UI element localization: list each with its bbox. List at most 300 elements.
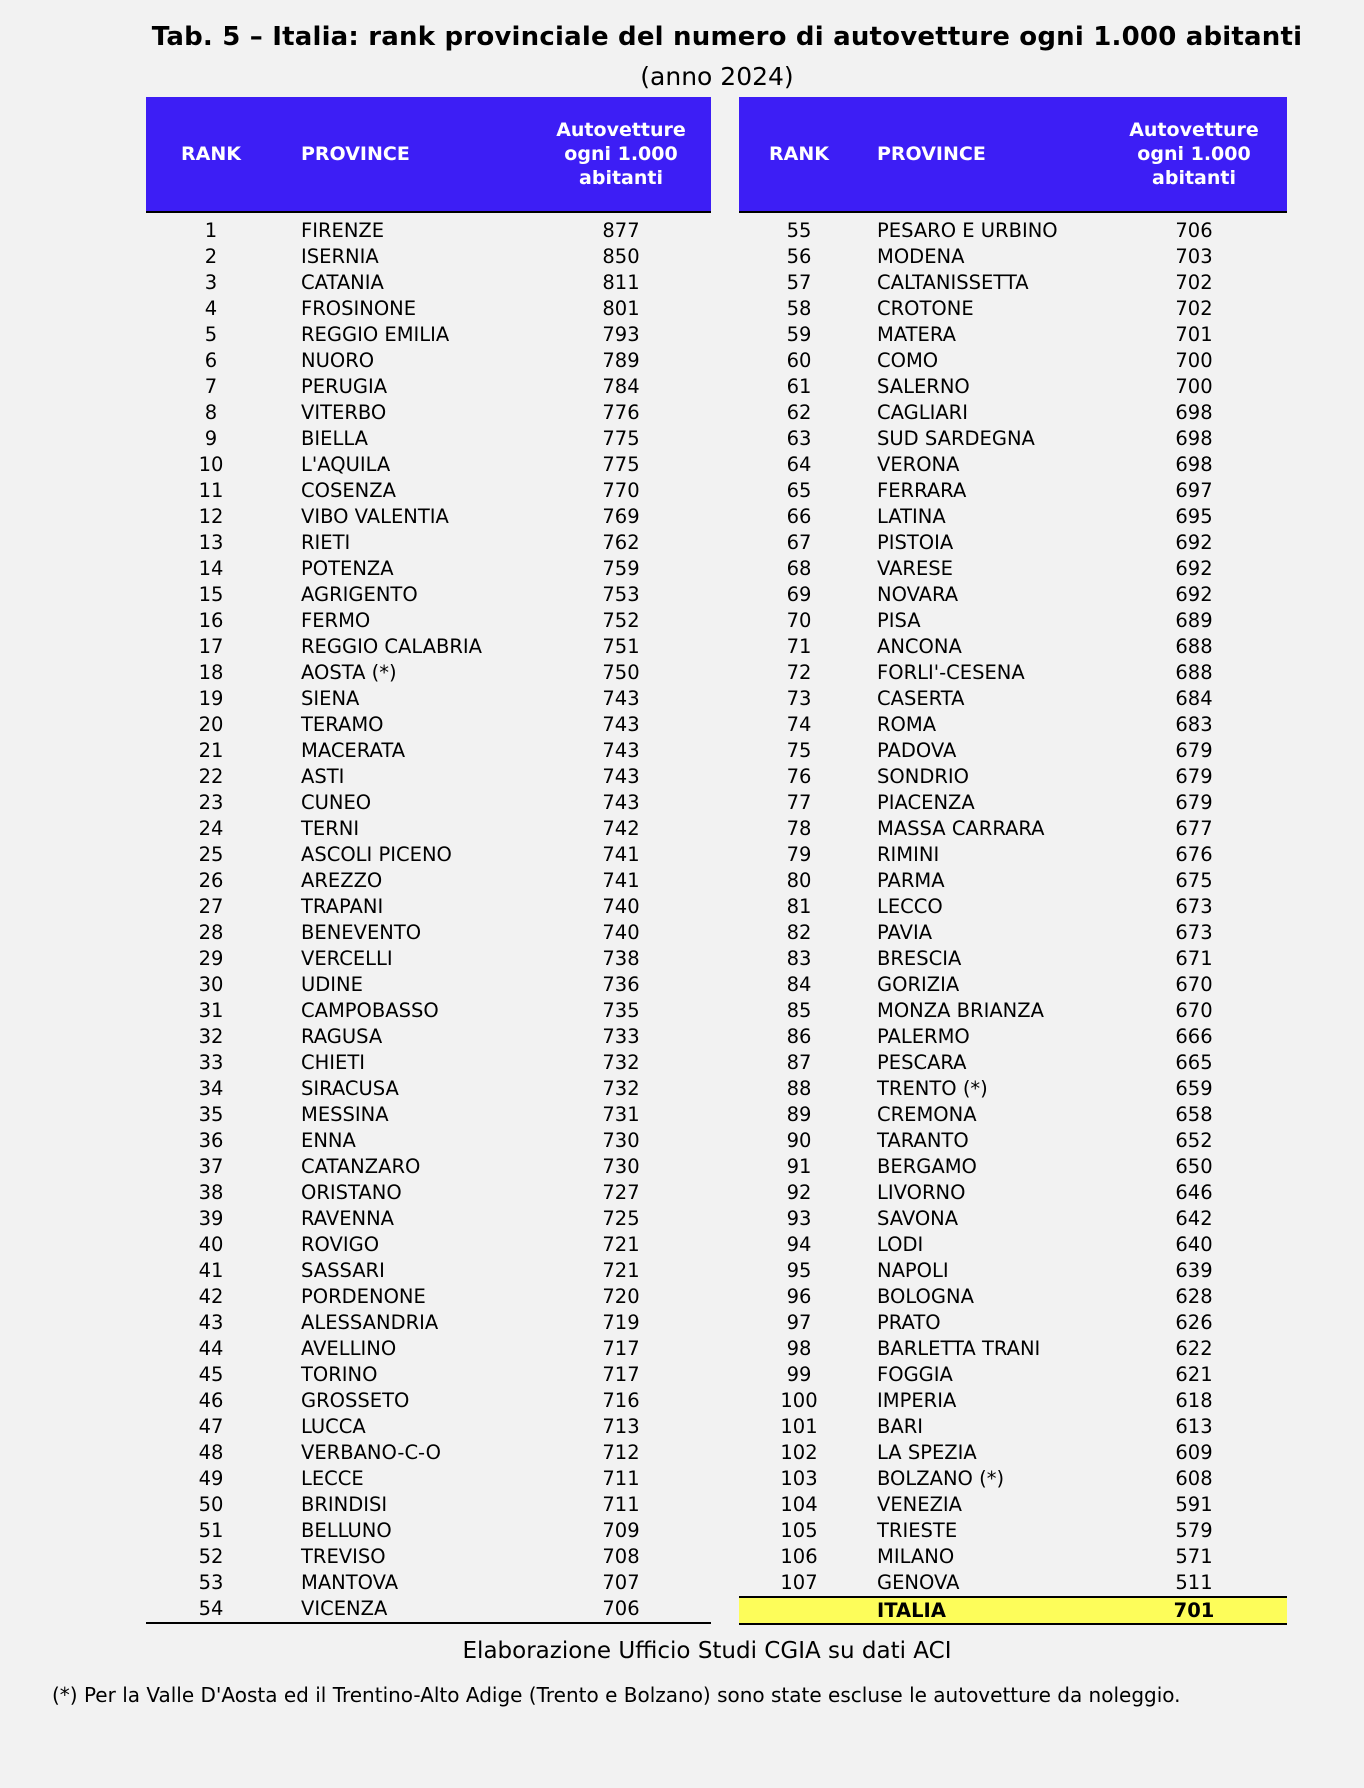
rank-cell: 24 xyxy=(198,817,224,840)
province-cell: LODI xyxy=(877,1233,924,1256)
rank-cell: 52 xyxy=(198,1545,224,1568)
header-rank: RANK xyxy=(181,143,241,165)
province-cell: RAVENNA xyxy=(301,1207,395,1230)
table-body-left xyxy=(146,213,711,1622)
rank-cell: 59 xyxy=(786,323,812,346)
footnote: (*) Per la Valle D'Aosta ed il Trentino-Alto Adige (Trento e Bolzano) sono state escluse le autovetture da noleggio. xyxy=(52,1683,1181,1707)
table-row xyxy=(146,1284,711,1310)
value-cell: 736 xyxy=(602,973,640,996)
rank-cell: 87 xyxy=(786,1051,812,1074)
rank-cell: 98 xyxy=(786,1337,812,1360)
rank-cell: 104 xyxy=(780,1493,818,1516)
rank-cell: 86 xyxy=(786,1025,812,1048)
value-cell: 591 xyxy=(1175,1493,1213,1516)
province-cell: SIRACUSA xyxy=(301,1077,399,1100)
rank-cell: 85 xyxy=(786,999,812,1022)
rank-cell: 90 xyxy=(786,1129,812,1152)
value-cell: 609 xyxy=(1175,1441,1213,1464)
table-row xyxy=(739,972,1287,998)
value-cell: 719 xyxy=(602,1311,640,1334)
province-cell: PAVIA xyxy=(877,921,933,944)
table-row xyxy=(739,608,1287,634)
province-cell: PADOVA xyxy=(877,739,957,762)
rank-cell: 78 xyxy=(786,817,812,840)
rank-cell: 81 xyxy=(786,895,812,918)
value-cell: 639 xyxy=(1175,1259,1213,1282)
value-cell: 697 xyxy=(1175,479,1213,502)
province-cell: TERNI xyxy=(301,817,360,840)
table-row xyxy=(739,686,1287,712)
table-row xyxy=(739,374,1287,400)
province-cell: SUD SARDEGNA xyxy=(877,427,1035,450)
rank-cell: 107 xyxy=(780,1571,818,1594)
table-row xyxy=(739,582,1287,608)
value-cell: 725 xyxy=(602,1207,640,1230)
province-cell: VENEZIA xyxy=(877,1493,963,1516)
table-row xyxy=(739,842,1287,868)
rank-cell: 61 xyxy=(786,375,812,398)
table-row xyxy=(739,1310,1287,1336)
rank-cell: 28 xyxy=(198,921,224,944)
rank-cell: 36 xyxy=(198,1129,224,1152)
table-row xyxy=(146,686,711,712)
value-cell: 688 xyxy=(1175,661,1213,684)
province-cell: L'AQUILA xyxy=(301,453,391,476)
table-row xyxy=(146,1440,711,1466)
table-row xyxy=(146,1388,711,1414)
table-row xyxy=(739,348,1287,374)
province-cell: AOSTA (*) xyxy=(301,661,397,684)
table-row xyxy=(739,1180,1287,1206)
table-row xyxy=(739,790,1287,816)
table-row xyxy=(739,1440,1287,1466)
table-row xyxy=(146,478,711,504)
table-row xyxy=(146,1180,711,1206)
value-cell: 650 xyxy=(1175,1155,1213,1178)
rank-cell: 62 xyxy=(786,401,812,424)
value-cell: 713 xyxy=(602,1415,640,1438)
value-cell: 770 xyxy=(602,479,640,502)
province-cell: MONZA BRIANZA xyxy=(877,999,1044,1022)
province-cell: CREMONA xyxy=(877,1103,977,1126)
rank-cell: 14 xyxy=(198,557,224,580)
province-cell: LECCO xyxy=(877,895,943,918)
header-value-line3: abitanti xyxy=(1152,167,1236,189)
table-row xyxy=(739,634,1287,660)
table-row xyxy=(146,712,711,738)
province-cell: LATINA xyxy=(877,505,946,528)
rank-cell: 65 xyxy=(786,479,812,502)
province-cell: BENEVENTO xyxy=(301,921,422,944)
rank-cell: 9 xyxy=(204,427,218,450)
rank-cell: 18 xyxy=(198,661,224,684)
province-cell: ALESSANDRIA xyxy=(301,1311,439,1334)
province-cell: TARANTO xyxy=(877,1129,969,1152)
table-row xyxy=(146,1362,711,1388)
header-value-line1: Autovetture xyxy=(1129,119,1259,141)
table-row xyxy=(739,1414,1287,1440)
value-cell: 665 xyxy=(1175,1051,1213,1074)
province-cell: VERONA xyxy=(877,453,960,476)
table-row xyxy=(146,270,711,296)
value-cell: 750 xyxy=(602,661,640,684)
province-cell: RIMINI xyxy=(877,843,940,866)
table-row xyxy=(146,348,711,374)
rank-cell: 84 xyxy=(786,973,812,996)
table-row xyxy=(739,764,1287,790)
source-note: Elaborazione Ufficio Studi CGIA su dati ACI xyxy=(462,1638,952,1664)
table-row xyxy=(146,1128,711,1154)
value-cell: 743 xyxy=(602,791,640,814)
province-cell: PIACENZA xyxy=(877,791,975,814)
rank-cell: 102 xyxy=(780,1441,818,1464)
table-row xyxy=(146,1336,711,1362)
rank-cell: 10 xyxy=(198,453,224,476)
rank-cell: 20 xyxy=(198,713,224,736)
rank-cell: 12 xyxy=(198,505,224,528)
province-cell: IMPERIA xyxy=(877,1389,957,1412)
province-cell: BELLUNO xyxy=(301,1519,392,1542)
value-cell: 708 xyxy=(602,1545,640,1568)
province-cell: ASTI xyxy=(301,765,345,788)
rank-cell: 11 xyxy=(198,479,224,502)
header-value-line1: Autovetture xyxy=(556,119,686,141)
rank-cell: 39 xyxy=(198,1207,224,1230)
province-cell: BOLZANO (*) xyxy=(877,1467,1005,1490)
table-row xyxy=(146,1570,711,1596)
value-cell: 679 xyxy=(1175,765,1213,788)
table-header xyxy=(146,97,711,213)
table-row xyxy=(739,1050,1287,1076)
rank-cell: 55 xyxy=(786,219,812,242)
province-cell: VITERBO xyxy=(301,401,387,424)
value-cell: 743 xyxy=(602,687,640,710)
table-row xyxy=(146,842,711,868)
province-cell: GENOVA xyxy=(877,1571,960,1594)
value-cell: 659 xyxy=(1175,1077,1213,1100)
rank-cell: 45 xyxy=(198,1363,224,1386)
total-value: 701 xyxy=(1173,1599,1215,1622)
province-cell: CHIETI xyxy=(301,1051,366,1074)
rank-cell: 1 xyxy=(204,219,218,242)
table-row xyxy=(739,712,1287,738)
table-row xyxy=(739,894,1287,920)
table-row xyxy=(739,1284,1287,1310)
rank-cell: 7 xyxy=(204,375,218,398)
table-row xyxy=(146,1466,711,1492)
table-row xyxy=(739,322,1287,348)
province-cell: FROSINONE xyxy=(301,297,417,320)
province-cell: PESCARA xyxy=(877,1051,967,1074)
table-row xyxy=(146,1232,711,1258)
value-cell: 688 xyxy=(1175,635,1213,658)
value-cell: 784 xyxy=(602,375,640,398)
table-row xyxy=(739,400,1287,426)
rank-cell: 106 xyxy=(780,1545,818,1568)
table-row xyxy=(146,608,711,634)
header-value-line2: ogni 1.000 xyxy=(564,143,678,165)
rank-cell: 91 xyxy=(786,1155,812,1178)
rank-cell: 33 xyxy=(198,1051,224,1074)
value-cell: 738 xyxy=(602,947,640,970)
rank-cell: 68 xyxy=(786,557,812,580)
rank-cell: 32 xyxy=(198,1025,224,1048)
province-cell: ANCONA xyxy=(877,635,962,658)
value-cell: 613 xyxy=(1175,1415,1213,1438)
value-cell: 707 xyxy=(602,1571,640,1594)
table-row xyxy=(146,1544,711,1570)
table-row xyxy=(739,426,1287,452)
province-cell: MASSA CARRARA xyxy=(877,817,1045,840)
rank-cell: 103 xyxy=(780,1467,818,1490)
value-cell: 877 xyxy=(602,219,640,242)
table-row xyxy=(146,244,711,270)
rank-cell: 31 xyxy=(198,999,224,1022)
value-cell: 579 xyxy=(1175,1519,1213,1542)
province-cell: FERMO xyxy=(301,609,371,632)
province-cell: MACERATA xyxy=(301,739,406,762)
province-cell: PRATO xyxy=(877,1311,941,1334)
rank-cell: 22 xyxy=(198,765,224,788)
rank-cell: 101 xyxy=(780,1415,818,1438)
value-cell: 721 xyxy=(602,1233,640,1256)
value-cell: 711 xyxy=(602,1493,640,1516)
rank-cell: 17 xyxy=(198,635,224,658)
rank-cell: 77 xyxy=(786,791,812,814)
table-row xyxy=(739,1544,1287,1570)
value-cell: 621 xyxy=(1175,1363,1213,1386)
value-cell: 721 xyxy=(602,1259,640,1282)
rank-cell: 2 xyxy=(204,245,218,268)
table-row xyxy=(739,998,1287,1024)
table-row xyxy=(146,400,711,426)
rank-cell: 48 xyxy=(198,1441,224,1464)
table-row xyxy=(146,790,711,816)
rank-cell: 80 xyxy=(786,869,812,892)
province-cell: TRAPANI xyxy=(301,895,384,918)
header-value xyxy=(1109,97,1279,211)
ranking-table-left xyxy=(146,97,711,1624)
province-cell: PESARO E URBINO xyxy=(877,219,1058,242)
province-cell: BRINDISI xyxy=(301,1493,388,1516)
rank-cell: 70 xyxy=(786,609,812,632)
province-cell: TREVISO xyxy=(301,1545,386,1568)
value-cell: 679 xyxy=(1175,739,1213,762)
value-cell: 702 xyxy=(1175,297,1213,320)
province-cell: PISTOIA xyxy=(877,531,954,554)
rank-cell: 30 xyxy=(198,973,224,996)
value-cell: 703 xyxy=(1175,245,1213,268)
rank-cell: 46 xyxy=(198,1389,224,1412)
value-cell: 775 xyxy=(602,427,640,450)
province-cell: CATANIA xyxy=(301,271,384,294)
province-cell: AREZZO xyxy=(301,869,383,892)
table-row xyxy=(146,946,711,972)
province-cell: SAVONA xyxy=(877,1207,959,1230)
table-row xyxy=(146,660,711,686)
province-cell: NAPOLI xyxy=(877,1259,949,1282)
rank-cell: 79 xyxy=(786,843,812,866)
value-cell: 702 xyxy=(1175,271,1213,294)
table-row xyxy=(146,894,711,920)
value-cell: 692 xyxy=(1175,583,1213,606)
province-cell: COMO xyxy=(877,349,939,372)
table-row xyxy=(146,1154,711,1180)
province-cell: SIENA xyxy=(301,687,360,710)
rank-cell: 97 xyxy=(786,1311,812,1334)
province-cell: ASCOLI PICENO xyxy=(301,843,452,866)
value-cell: 730 xyxy=(602,1155,640,1178)
province-cell: VERCELLI xyxy=(301,947,393,970)
table-row xyxy=(739,218,1287,244)
rank-cell: 41 xyxy=(198,1259,224,1282)
province-cell: CATANZARO xyxy=(301,1155,421,1178)
rank-cell: 56 xyxy=(786,245,812,268)
province-cell: ROMA xyxy=(877,713,937,736)
value-cell: 743 xyxy=(602,765,640,788)
value-cell: 732 xyxy=(602,1051,640,1074)
value-cell: 735 xyxy=(602,999,640,1022)
value-cell: 670 xyxy=(1175,999,1213,1022)
province-cell: NOVARA xyxy=(877,583,959,606)
province-cell: MODENA xyxy=(877,245,965,268)
table-row xyxy=(739,270,1287,296)
value-cell: 677 xyxy=(1175,817,1213,840)
rank-cell: 29 xyxy=(198,947,224,970)
value-cell: 712 xyxy=(602,1441,640,1464)
rank-cell: 16 xyxy=(198,609,224,632)
table-row xyxy=(739,1388,1287,1414)
value-cell: 571 xyxy=(1175,1545,1213,1568)
rank-cell: 37 xyxy=(198,1155,224,1178)
rank-cell: 89 xyxy=(786,1103,812,1126)
table-row xyxy=(739,1128,1287,1154)
rank-cell: 95 xyxy=(786,1259,812,1282)
province-cell: REGGIO EMILIA xyxy=(301,323,450,346)
rank-cell: 53 xyxy=(198,1571,224,1594)
rank-cell: 57 xyxy=(786,271,812,294)
rank-cell: 94 xyxy=(786,1233,812,1256)
rank-cell: 63 xyxy=(786,427,812,450)
province-cell: BRESCIA xyxy=(877,947,962,970)
value-cell: 618 xyxy=(1175,1389,1213,1412)
table-row xyxy=(739,452,1287,478)
province-cell: SASSARI xyxy=(301,1259,385,1282)
value-cell: 675 xyxy=(1175,869,1213,892)
value-cell: 673 xyxy=(1175,921,1213,944)
value-cell: 679 xyxy=(1175,791,1213,814)
table-row xyxy=(739,1466,1287,1492)
table-row xyxy=(146,738,711,764)
province-cell: ORISTANO xyxy=(301,1181,402,1204)
province-cell: VERBANO-C-O xyxy=(301,1441,441,1464)
value-cell: 776 xyxy=(602,401,640,424)
table-row xyxy=(146,1206,711,1232)
province-cell: LIVORNO xyxy=(877,1181,966,1204)
table-row xyxy=(739,868,1287,894)
value-cell: 733 xyxy=(602,1025,640,1048)
table-row xyxy=(739,1570,1287,1596)
table-row xyxy=(739,738,1287,764)
table-row xyxy=(739,1258,1287,1284)
table-row xyxy=(739,556,1287,582)
value-cell: 730 xyxy=(602,1129,640,1152)
value-cell: 740 xyxy=(602,921,640,944)
province-cell: CALTANISSETTA xyxy=(877,271,1029,294)
rank-cell: 26 xyxy=(198,869,224,892)
table-row xyxy=(739,1492,1287,1518)
value-cell: 698 xyxy=(1175,427,1213,450)
header-province: PROVINCE xyxy=(877,143,986,165)
province-cell: CAMPOBASSO xyxy=(301,999,439,1022)
value-cell: 801 xyxy=(602,297,640,320)
table-row xyxy=(146,1076,711,1102)
table-row xyxy=(146,426,711,452)
rank-cell: 105 xyxy=(780,1519,818,1542)
rank-cell: 82 xyxy=(786,921,812,944)
province-cell: CASERTA xyxy=(877,687,965,710)
value-cell: 775 xyxy=(602,453,640,476)
rank-cell: 40 xyxy=(198,1233,224,1256)
table-row xyxy=(146,452,711,478)
value-cell: 716 xyxy=(602,1389,640,1412)
value-cell: 683 xyxy=(1175,713,1213,736)
table-row xyxy=(739,1154,1287,1180)
rank-cell: 75 xyxy=(786,739,812,762)
value-cell: 727 xyxy=(602,1181,640,1204)
rank-cell: 96 xyxy=(786,1285,812,1308)
value-cell: 706 xyxy=(602,1597,640,1620)
value-cell: 720 xyxy=(602,1285,640,1308)
rank-cell: 38 xyxy=(198,1181,224,1204)
rank-cell: 27 xyxy=(198,895,224,918)
table-row xyxy=(146,1024,711,1050)
table-row xyxy=(146,1414,711,1440)
value-cell: 700 xyxy=(1175,349,1213,372)
value-cell: 850 xyxy=(602,245,640,268)
province-cell: ENNA xyxy=(301,1129,356,1152)
rank-cell: 47 xyxy=(198,1415,224,1438)
table-row xyxy=(146,1310,711,1336)
table-row xyxy=(146,868,711,894)
province-cell: COSENZA xyxy=(301,479,396,502)
province-cell: TORINO xyxy=(301,1363,378,1386)
rank-cell: 72 xyxy=(786,661,812,684)
province-cell: UDINE xyxy=(301,973,363,996)
table-row xyxy=(146,1258,711,1284)
province-cell: MATERA xyxy=(877,323,956,346)
value-cell: 626 xyxy=(1175,1311,1213,1334)
table-row xyxy=(739,1336,1287,1362)
rank-cell: 44 xyxy=(198,1337,224,1360)
value-cell: 671 xyxy=(1175,947,1213,970)
province-cell: MILANO xyxy=(877,1545,955,1568)
province-cell: SALERNO xyxy=(877,375,970,398)
province-cell: GROSSETO xyxy=(301,1389,410,1412)
table-body-right xyxy=(739,213,1287,1596)
rank-cell: 83 xyxy=(786,947,812,970)
value-cell: 717 xyxy=(602,1363,640,1386)
province-cell: CAGLIARI xyxy=(877,401,968,424)
province-cell: VICENZA xyxy=(301,1597,388,1620)
province-cell: FIRENZE xyxy=(301,219,385,242)
province-cell: SONDRIO xyxy=(877,765,969,788)
value-cell: 741 xyxy=(602,869,640,892)
rank-cell: 51 xyxy=(198,1519,224,1542)
header-value xyxy=(536,97,706,211)
value-cell: 695 xyxy=(1175,505,1213,528)
value-cell: 759 xyxy=(602,557,640,580)
